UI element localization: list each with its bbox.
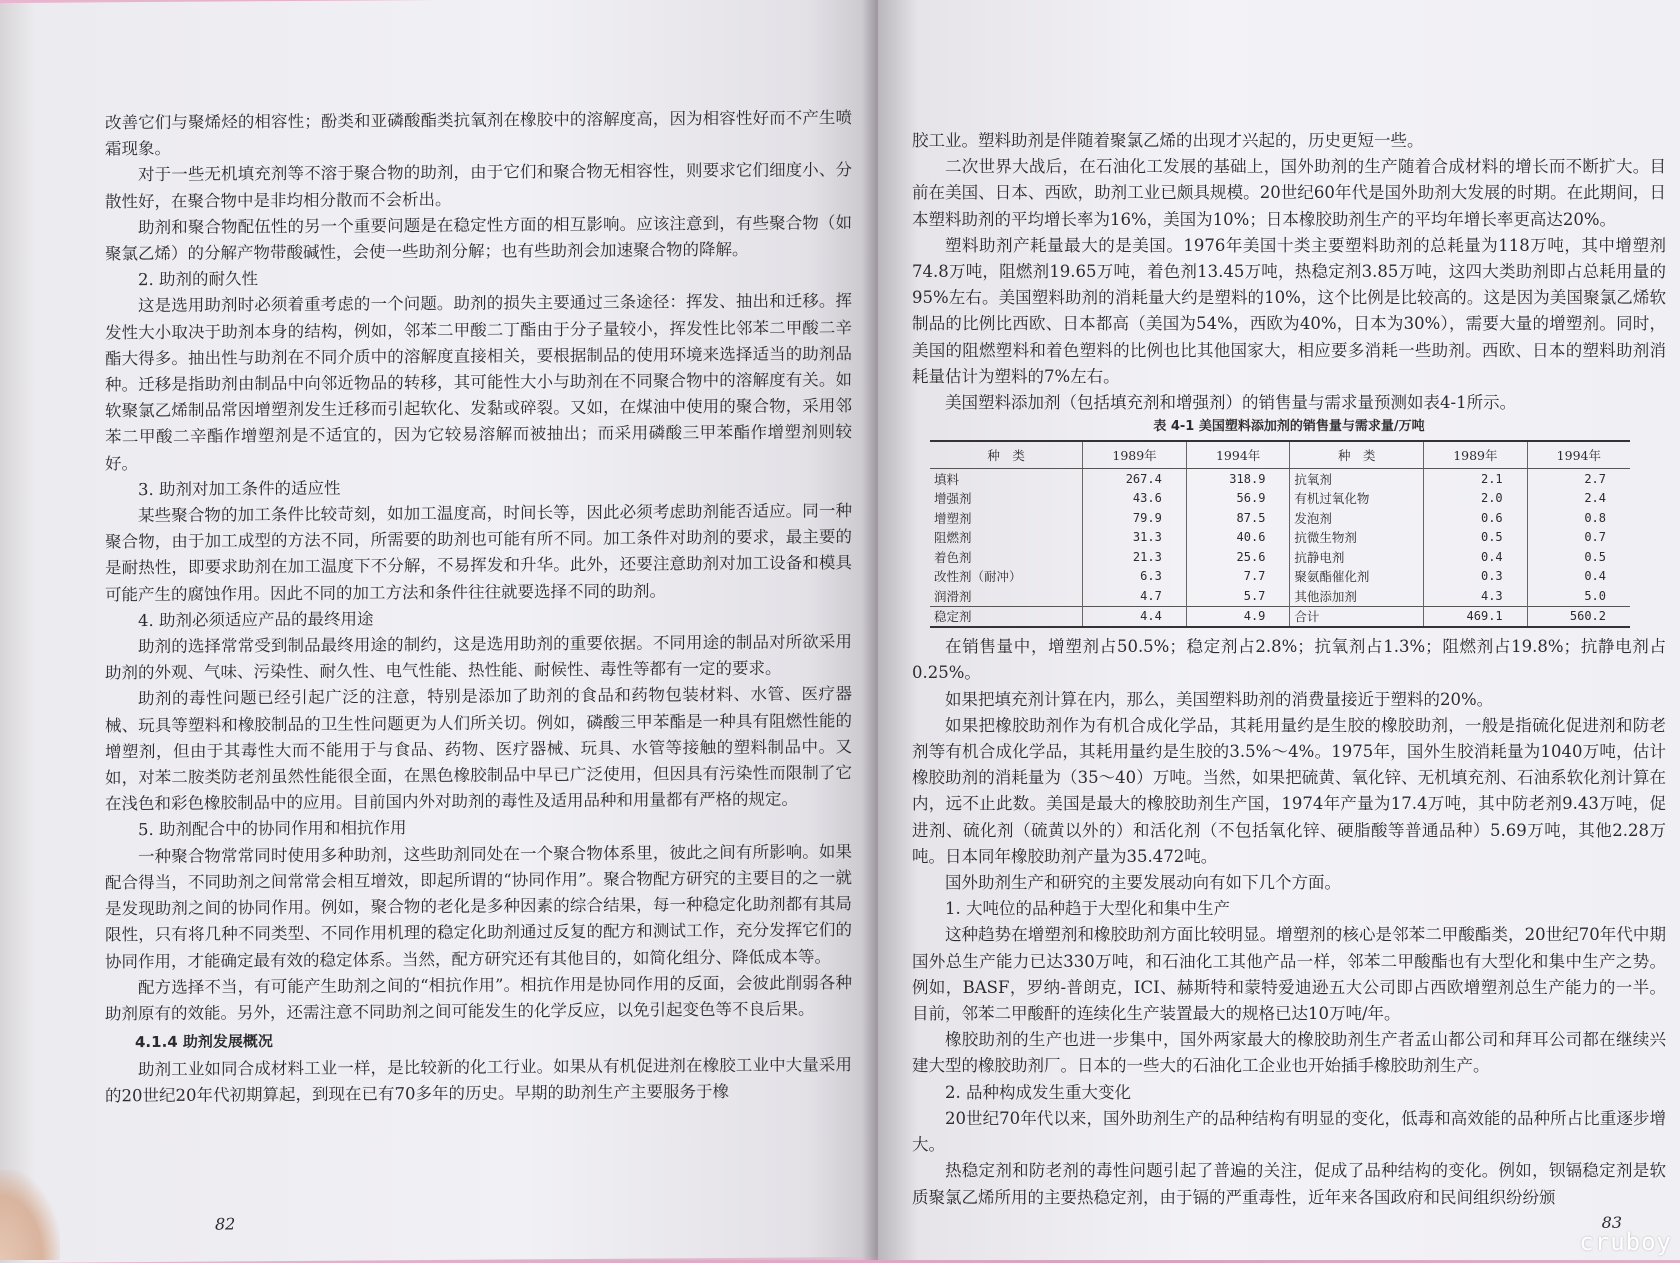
subheading: 1. 大吨位的品种趋于大型化和集中生产 (945, 899, 1230, 919)
table-cell: 2.7 (1527, 469, 1630, 489)
paragraph: 这是选用助剂时必须着重考虑的一个问题。助剂的损失主要通过三条途径：挥发、抽出和迁移。挥发性大小取决于助剂本身的结构，例如，邻苯二甲酸二丁酯由于分子量较小，挥发性比邻苯二甲酸二辛酯大得多。抽出性与助剂在不同介质中的溶解度直接相关，要根据制品的使用环境来选择适当的助剂品种。迁移是指助剂由制品中向邻近物品的转移，其可能性大小与助剂在不同聚合物中的溶解度有关。如软聚氯乙烯制品常因增塑剂发生迁移而引起软化、发黏或碎裂。又如，在煤油中使用的聚合物，采用邻苯二甲酸二辛酯作增塑剂是不适宜的，因为它较易溶解而被抽出；而采用磷酸三甲苯酯作增塑剂则较好。 (105, 291, 852, 473)
table-header-row (930, 441, 1630, 469)
table-cell: 发泡剂 (1290, 508, 1424, 528)
paragraph: 国外助剂生产和研究的主要发展动向有如下几个方面。 (945, 873, 1341, 893)
table-row (930, 528, 1630, 548)
table-cell: 合计 (1290, 606, 1424, 627)
section-heading: 4.1.4 助剂发展概况 (135, 1032, 273, 1052)
table-cell: 560.2 (1527, 606, 1630, 627)
table-cell: 0.4 (1424, 547, 1528, 567)
table-cell: 有机过氧化物 (1290, 489, 1424, 509)
paragraph: 助剂的选择常常受到制品最终用途的制约，这是选用助剂的重要依据。不同用途的制品对所欲采用助剂的外观、气味、污染性、耐久性、电气性能、热性能、耐候性、毒性等都有一定的要求。 (105, 632, 852, 683)
table-cell: 4.4 (1083, 606, 1187, 627)
table-cell: 0.6 (1424, 508, 1528, 528)
table-row (930, 469, 1630, 489)
paragraph: 对于一些无机填充剂等不溶于聚合物的助剂，由于它们和聚合物无相容性，则要求它们细度小、分散性好，在聚合物中是非均相分散而不会析出。 (105, 160, 852, 211)
table-cell: 抗静电剂 (1290, 547, 1424, 567)
table-cell: 4.9 (1186, 606, 1290, 627)
subheading: 3. 助剂对加工条件的适应性 (138, 478, 341, 499)
table-cell: 4.3 (1424, 586, 1528, 606)
table-cell: 0.3 (1424, 567, 1528, 587)
thumb (0, 1170, 60, 1260)
table-row (930, 586, 1630, 606)
table-cell: 阻燃剂 (934, 530, 972, 546)
table-cell: 润滑剂 (934, 588, 972, 604)
table-cell: 31.3 (1083, 528, 1187, 548)
table-cell: 抗氧剂 (1290, 469, 1424, 489)
paragraph: 助剂工业如同合成材料工业一样，是比较新的化工行业。如果从有机促进剂在橡胶工业中大量采用的20世纪20年代初期算起，到现在已有70多年的历史。早期的助剂生产主要服务于橡 (105, 1055, 852, 1106)
paragraph: 美国塑料添加剂（包括填充剂和增强剂）的销售量与需求量预测如表4-1所示。 (945, 393, 1517, 413)
table-cell: 56.9 (1186, 489, 1290, 509)
table-cell: 267.4 (1083, 469, 1187, 489)
header-cell: 1989年 (1424, 441, 1528, 469)
table-cell: 40.6 (1186, 528, 1290, 548)
header-cell: 1994年 (1186, 441, 1290, 469)
table-row (930, 489, 1630, 509)
paragraph: 胶工业。塑料助剂是伴随着聚氯乙烯的出现才兴起的，历史更短一些。 (912, 131, 1424, 150)
table-cell: 0.4 (1527, 567, 1630, 587)
table-cell: 抗微生物剂 (1290, 528, 1424, 548)
paragraph: 在销售量中，增塑剂占50.5%；稳定剂占2.8%；抗氧剂占1.3%；阻燃剂占19.8%；抗静电剂占0.25%。 (912, 637, 1666, 683)
table-cell: 2.0 (1424, 489, 1528, 509)
header-cell: 种 类 (930, 441, 1083, 469)
paragraph: 橡胶助剂的生产也进一步集中，国外两家最大的橡胶助剂生产者孟山都公司和拜耳公司都在继续兴建大型的橡胶助剂厂。日本的一些大的石油化工企业也开始插手橡胶助剂生产。 (912, 1030, 1666, 1076)
paragraph: 如果把橡胶助剂作为有机合成化学品，其耗用量约是生胶的橡胶助剂，一般是指硫化促进剂和防老剂等有机合成化学品，其耗用量约是生胶的3.5%～4%。1975年，国外生胶消耗量为1040万吨，估计橡胶助剂的消耗量为（35～40）万吨。当然，如果把硫黄、氧化锌、无机填充剂、石油系软化剂计算在内，远不止此数。美国是最大的橡胶助剂生产国，1974年产量为17.4万吨，其中防老剂9.43万吨，促进剂、硫化剂（硫黄以外的）和活化剂（不包括氧化锌、硬脂酸等普通品种）5.69万吨，其他2.28万吨。日本同年橡胶助剂产量为35.472吨。 (912, 715, 1666, 866)
table-cell: 0.8 (1527, 508, 1630, 528)
paragraph: 塑料助剂产耗量最大的是美国。1976年美国十类主要塑料助剂的总耗量为118万吨，其中增塑剂74.8万吨，阻燃剂19.65万吨，着色剂13.45万吨，热稳定剂3.85万吨，这四大类助剂即占总耗用量的95%左右。美国塑料助剂的消耗量大约是塑料的10%，这个比例是比较高的。这是因为美国聚氯乙烯软制品的比例比西欧、日本都高（美国为54%，西欧为40%，日本为30%），需要大量的增塑剂。同时，美国的阻燃塑料和着色塑料的比例也比其他国家大，相应要多消耗一些助剂。西欧、日本的塑料助剂消耗量估计为塑料的7%左右。 (912, 235, 1666, 386)
header-cell: 1989年 (1083, 441, 1187, 469)
paragraph: 二次世界大战后，在石油化工发展的基础上，国外助剂的生产随着合成材料的增长而不断扩大。目前在美国、日本、西欧，助剂工业已颇具规模。20世纪60年代是国外助剂大发展的时期。在此期间，日本塑料助剂的平均增长率为16%，美国为10%；日本橡胶助剂生产的平均年增长率更高达20%。 (912, 157, 1666, 229)
table-cell: 0.7 (1527, 528, 1630, 548)
table-cell: 318.9 (1186, 469, 1290, 489)
table-cell: 着色剂 (934, 549, 972, 565)
paragraph: 助剂和聚合物配伍性的另一个重要问题是在稳定性方面的相互影响。应该注意到，有些聚合物（如聚氯乙烯）的分解产物带酸碱性，会使一些助剂分解；也有些助剂会加速聚合物的降解。 (105, 212, 852, 264)
table-cell: 4.7 (1083, 586, 1187, 606)
table-caption: 表 4-1 美国塑料添加剂的销售量与需求量/万吨 (1153, 419, 1425, 435)
table-cell: 21.3 (1083, 547, 1187, 567)
table-cell: 6.3 (1083, 567, 1187, 587)
table-cell: 0.5 (1424, 528, 1528, 548)
table-cell: 其他添加剂 (1290, 586, 1424, 606)
table-cell: 5.0 (1527, 586, 1630, 606)
header-cell: 种 类 (1290, 441, 1424, 469)
subheading: 5. 助剂配合中的协同作用和相抗作用 (138, 818, 407, 840)
table-cell: 改性剂（耐冲） (934, 569, 1022, 585)
table-row (930, 606, 1630, 627)
table-cell: 7.7 (1186, 567, 1290, 587)
table-cell: 79.9 (1083, 508, 1187, 528)
table-row (930, 508, 1630, 528)
header-cell: 1994年 (1527, 441, 1630, 469)
paragraph: 如果把填充剂计算在内，那么，美国塑料助剂的消费量接近于塑料的20%。 (945, 689, 1494, 709)
page-number: 83 (1601, 1213, 1622, 1232)
paragraph: 20世纪70年代以来，国外助剂生产的品种结构有明显的变化，低毒和高效能的品种所占比重逐步增大。 (912, 1108, 1666, 1155)
paragraph: 改善它们与聚烯烃的相容性；酚类和亚磷酸酯类抗氧剂在橡胶中的溶解度高，因为相容性好而不产生喷霜现象。 (105, 108, 852, 159)
table-cell: 聚氨酯催化剂 (1290, 567, 1424, 587)
table-cell: 0.5 (1527, 547, 1630, 567)
table-cell: 25.6 (1186, 547, 1290, 567)
table-cell: 填料 (934, 471, 960, 487)
paragraph: 一种聚合物常常同时使用多种助剂，这些助剂同处在一个聚合物体系里，彼此之间有所影响。如果配合得当，不同助剂之间常常会相互增效，即起所谓的“协同作用”。聚合物配方研究的主要目的之一就是发现助剂之间的协同作用。例如，聚合物的老化是多种因素的综合结果，每一种稳定化助剂都有其局限性，只有将几种不同类型、不同作用机理的稳定化助剂通过反复的配方和测试工作，充分发挥它们的协同作用，才能确定最有效的稳定体系。当然，配方研究还有其他目的，如简化组分、降低成本等。 (105, 841, 852, 971)
table-cell: 469.1 (1424, 606, 1528, 627)
subheading: 2. 助剂的耐久性 (138, 269, 258, 290)
table-cell: 稳定剂 (930, 606, 1083, 627)
paragraph: 某些聚合物的加工条件比较苛刻，如加工温度高，时间长等，因此必须考虑助剂能否适应。同一种聚合物，由于加工成型的方法不同，所需要的助剂也可能有所不同。加工条件对助剂的要求，最主要的是耐热性，即要求助剂在加工温度下不分解，不易挥发和升华。此外，还要注意助剂对加工设备和模具可能产生的腐蚀作用。因此不同的加工方法和条件往往就要选择不同的助剂。 (105, 501, 852, 604)
paragraph: 配方选择不当，有可能产生助剂之间的“相抗作用”。相抗作用是协同作用的反面，会彼此削弱各种助剂原有的效能。另外，还需注意不同助剂之间可能发生的化学反应，以免引起变色等不良后果。 (105, 972, 852, 1024)
table-cell: 43.6 (1083, 489, 1187, 509)
table-cell: 2.1 (1424, 469, 1528, 489)
data-table (930, 440, 1630, 628)
table-cell: 增塑剂 (934, 510, 972, 526)
table-row (930, 547, 1630, 567)
watermark-text: cruboy (1579, 1228, 1672, 1256)
paragraph: 热稳定剂和防老剂的毒性问题引起了普遍的关注，促成了品种结构的变化。例如，钡镉稳定剂是软质聚氯乙烯所用的主要热稳定剂，由于镉的严重毒性，近年来各国政府和民间组织纷纷颁 (912, 1161, 1666, 1207)
right-page (878, 0, 1680, 1260)
paragraph: 助剂的毒性问题已经引起广泛的注意，特别是添加了助剂的食品和药物包装材料、水管、医疗器械、玩具等塑料和橡胶制品的卫生性问题更为人们所关切。例如，磷酸三甲苯酯是一种具有阻燃性能的增塑剂，但由于其毒性大而不能用于与食品、药物、医疗器械、玩具、水管等接触的塑料制品中。又如，对苯二胺类防老剂虽然性能很全面，在黑色橡胶制品中早已广泛使用，但因具有污染性而限制了它在浅色和彩色橡胶制品中的应用。目前国内外对助剂的毒性及适用品种和用量都有严格的规定。 (105, 684, 852, 814)
table-cell: 增强剂 (934, 491, 972, 507)
table-row (930, 567, 1630, 587)
subheading: 4. 助剂必须适应产品的最终用途 (138, 609, 374, 630)
subheading: 2. 品种构成发生重大变化 (945, 1082, 1131, 1102)
table-cell: 87.5 (1186, 508, 1290, 528)
paragraph: 这种趋势在增塑剂和橡胶助剂方面比较明显。增塑剂的核心是邻苯二甲酸酯类，20世纪70年代中期国外总生产能力已达330万吨，和石油化工其他产品一样，邻苯二甲酸酯也有大型化和集中生产之势。例如，BASF，罗纳-普朗克，ICI、赫斯特和蒙特爱迪逊五大公司即占西欧增塑剂总生产能力的一半。目前，邻苯二甲酸酐的连续化生产装置最大的规格已达10万吨/年。 (912, 925, 1666, 1024)
table-cell: 2.4 (1527, 489, 1630, 509)
page-number: 82 (215, 1214, 236, 1234)
table-cell: 5.7 (1186, 586, 1290, 606)
